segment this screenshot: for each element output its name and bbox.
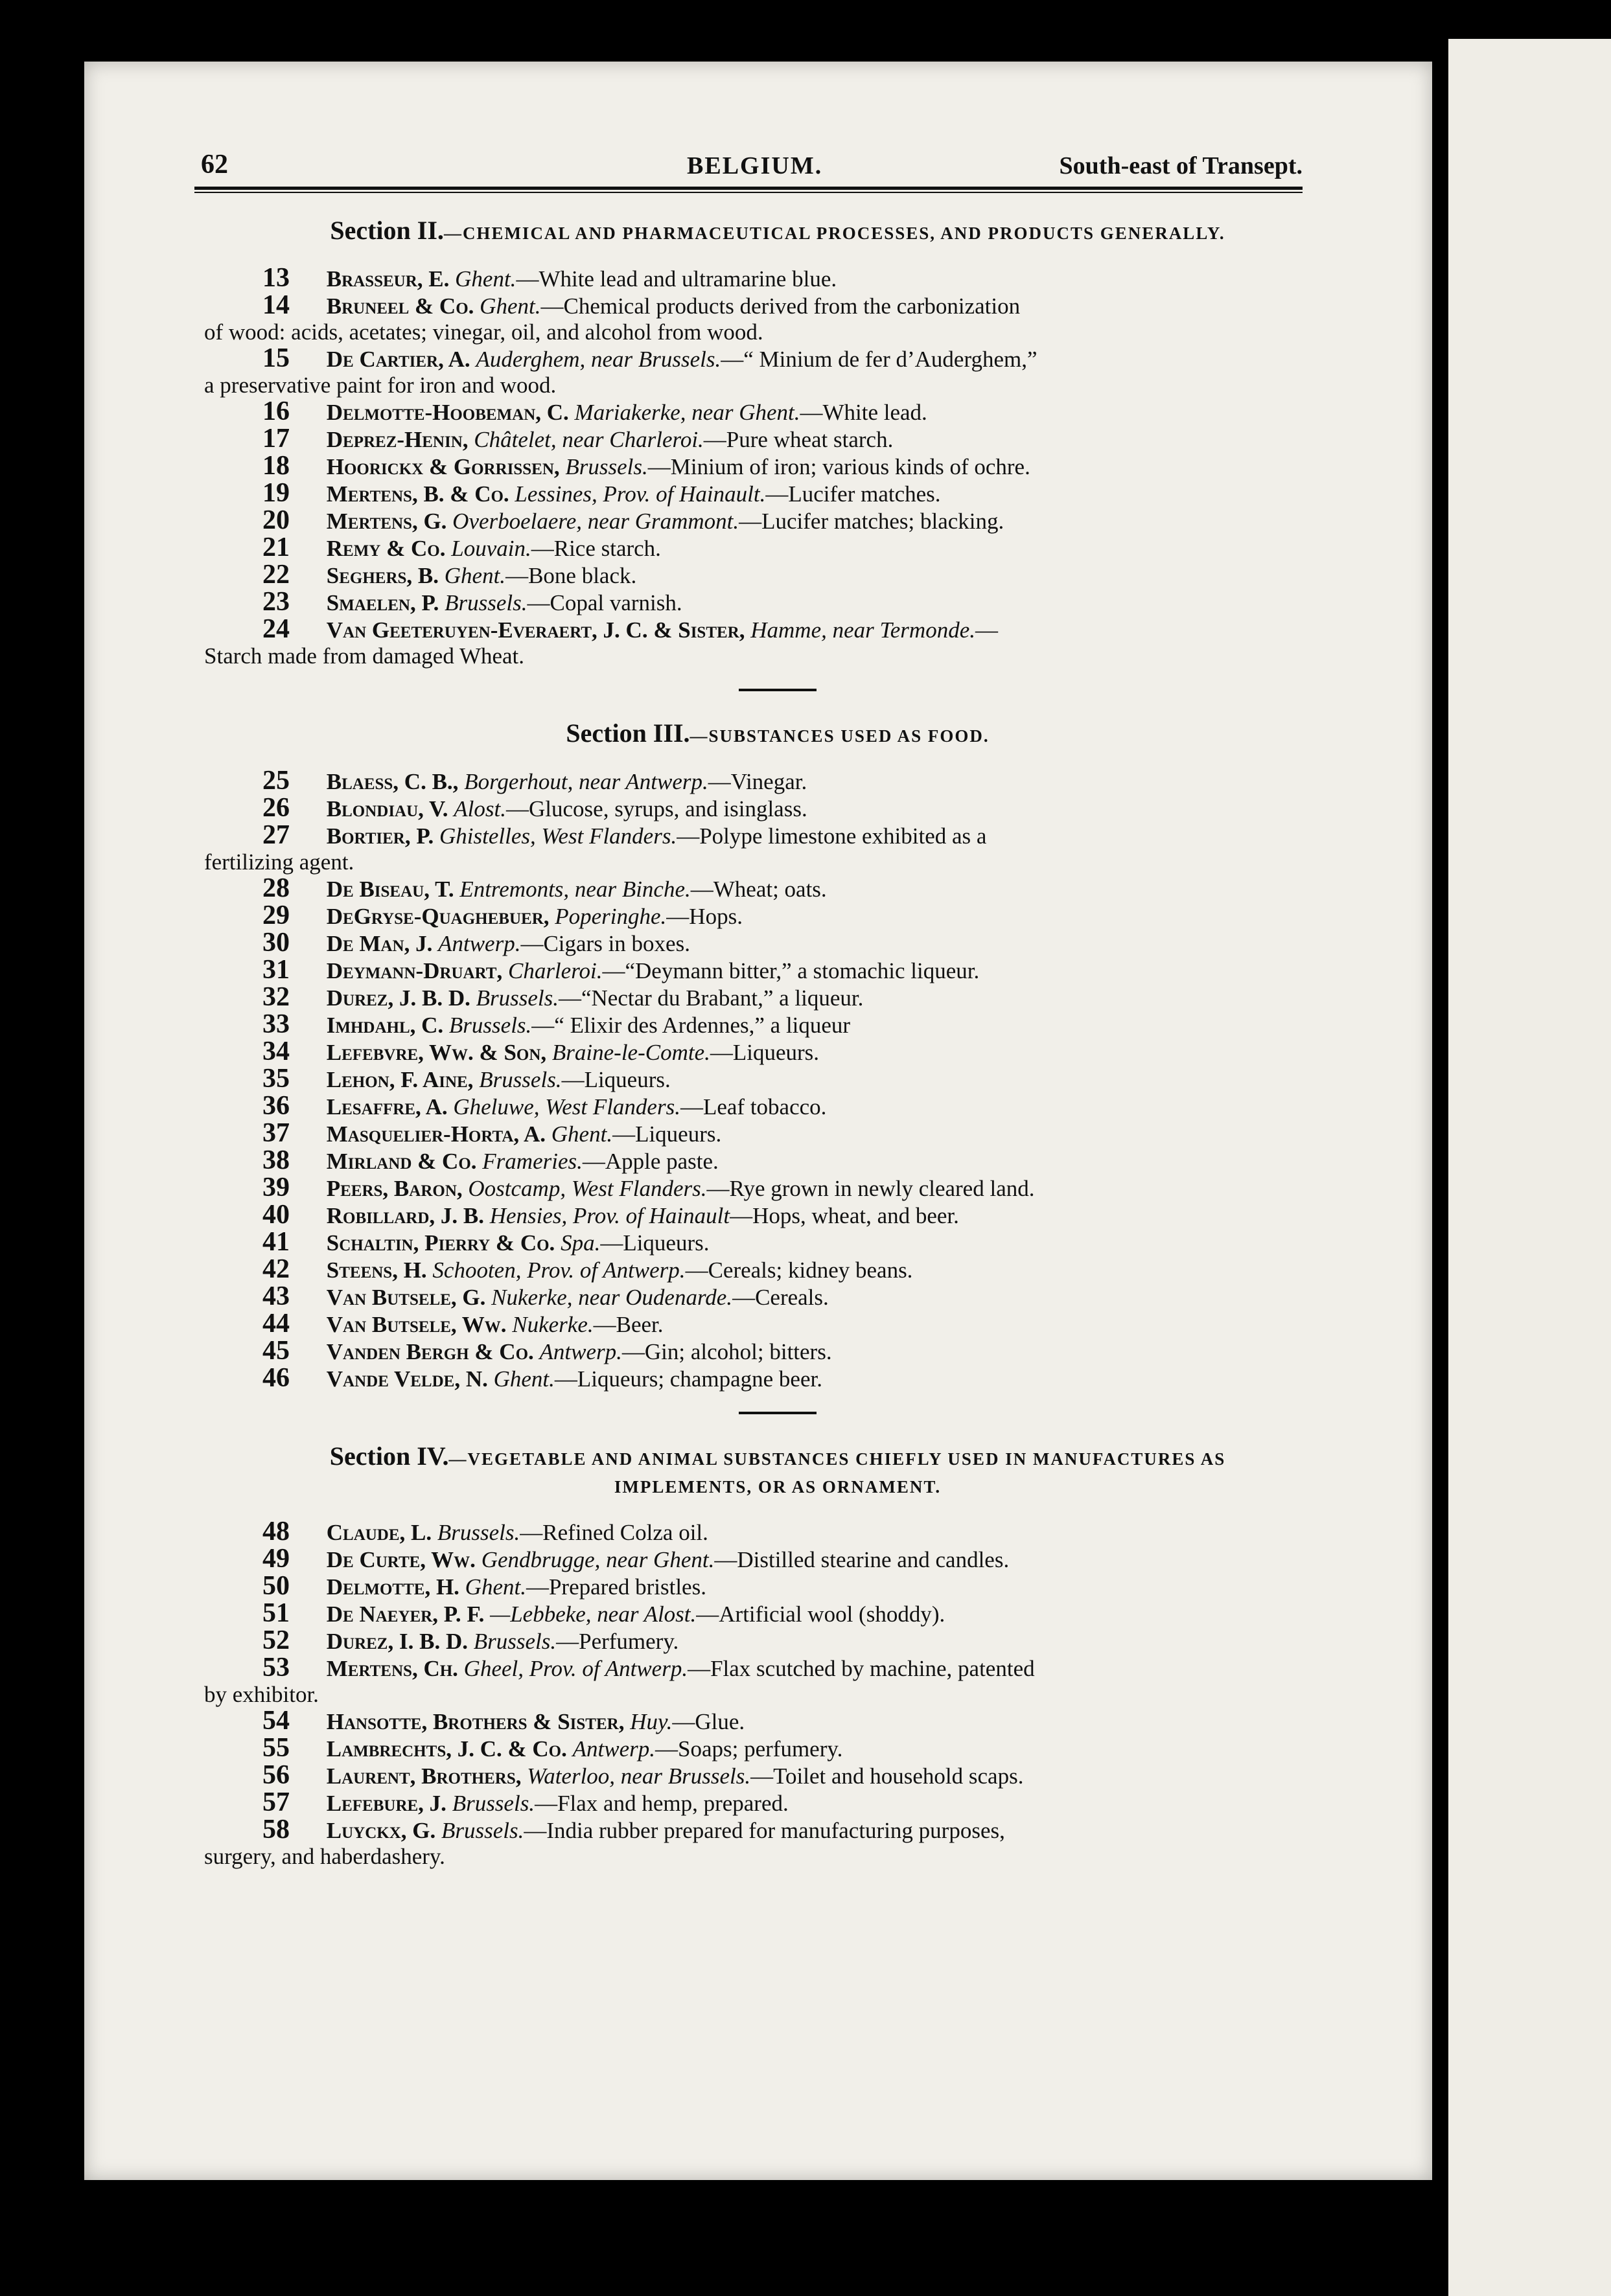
exhibit-number: 56 [262, 1760, 290, 1790]
exhibitor-entry [262, 1311, 1293, 1338]
exhibitor-entry [262, 534, 1293, 562]
exhibitor-entry [262, 1283, 1293, 1311]
exhibitor-place: Ghent. [444, 563, 506, 588]
exhibitor-entry [204, 343, 1293, 398]
exhibit-description: —Distilled stearine and candles. [714, 1547, 1010, 1572]
exhibitor-entry [204, 614, 1293, 669]
exhibitor-entry [262, 1039, 1293, 1066]
exhibit-number: 54 [262, 1706, 290, 1736]
exhibit-number: 49 [262, 1544, 290, 1574]
exhibit-number: 14 [262, 290, 290, 320]
exhibit-number: 23 [262, 587, 290, 617]
exhibit-number: 31 [262, 955, 290, 985]
exhibitor-entry [262, 1600, 1293, 1627]
exhibitor-place: Brussels. [445, 590, 527, 615]
exhibitor-name: Lefebure, J. [326, 1791, 446, 1816]
exhibitor-place: Nukerke. [512, 1312, 594, 1337]
exhibitor-name: Lehon, F. Aine, [326, 1067, 474, 1092]
exhibitor-place: Hensies, Prov. of Hainault [489, 1203, 730, 1228]
exhibitor-place: Brussels. [565, 454, 648, 479]
exhibit-number: 44 [262, 1309, 290, 1338]
header-rule [194, 187, 1303, 193]
exhibitor-entry [262, 1338, 1293, 1365]
exhibit-number: 21 [262, 533, 290, 562]
exhibit-description: —Vinegar. [708, 769, 807, 794]
exhibitor-name: Mertens, Ch. [326, 1656, 458, 1681]
exhibitor-entry [262, 1256, 1293, 1283]
exhibitor-place: Mariakerke, near Ghent. [574, 400, 800, 425]
exhibit-number: 26 [262, 793, 290, 823]
section-separator [739, 689, 817, 691]
exhibit-description: —Toilet and household scaps. [750, 1763, 1024, 1789]
exhibitor-place: Overboelaere, near Grammont. [452, 509, 739, 534]
exhibitor-entry [262, 1202, 1293, 1229]
exhibitor-entry [262, 453, 1293, 480]
exhibitor-place: Gheluwe, West Flanders. [453, 1094, 680, 1119]
exhibitor-name: Masquelier-Horta, A. [326, 1121, 546, 1147]
exhibit-description: —Cigars in boxes. [520, 931, 690, 956]
exhibitor-place: Brussels. [476, 985, 559, 1011]
exhibitor-name: Blaess, C. B., [326, 769, 459, 794]
spacer [262, 1500, 1293, 1519]
exhibitor-entry [262, 480, 1293, 507]
exhibitor-name: Delmotte, H. [326, 1574, 459, 1600]
exhibitor-entry [262, 1735, 1293, 1762]
section-heading [262, 1443, 1293, 1500]
exhibitor-place: Ghent. [493, 1366, 555, 1392]
exhibit-description: —Wheat; oats. [690, 877, 827, 902]
entry-continuation: fertilizing agent. [204, 849, 354, 875]
exhibitor-place: Huy. [630, 1709, 673, 1734]
exhibitor-place: Schooten, Prov. of Antwerp. [432, 1257, 686, 1283]
entry-continuation: surgery, and haberdashery. [204, 1844, 445, 1869]
exhibit-description: —Cereals; kidney beans. [685, 1257, 913, 1283]
exhibitor-entry [262, 1789, 1293, 1817]
exhibitor-entry [262, 1093, 1293, 1120]
exhibitor-name: Imhdahl, C. [326, 1013, 444, 1038]
entry-continuation: Starch made from damaged Wheat. [204, 643, 525, 669]
exhibit-number: 19 [262, 478, 290, 508]
exhibitor-name: Claude, L. [326, 1520, 432, 1545]
exhibit-number: 22 [262, 560, 290, 590]
exhibit-description: —Soaps; perfumery. [655, 1736, 843, 1762]
exhibitor-place: Borgerhout, near Antwerp. [464, 769, 708, 794]
exhibit-description: —“Nectar du Brabant,” a liqueur. [558, 985, 864, 1011]
exhibit-description: —“ Minium de fer d’Auderghem,” [721, 347, 1037, 372]
section-separator [739, 1412, 817, 1414]
exhibitor-name: Lefebvre, Ww. & Son, [326, 1040, 547, 1065]
exhibit-number: 42 [262, 1254, 290, 1284]
exhibitor-entry [262, 957, 1293, 984]
exhibitor-entry [262, 1627, 1293, 1655]
exhibitor-name: Vanden Bergh & Co. [326, 1339, 534, 1364]
exhibit-description: —Glue. [672, 1709, 745, 1734]
entry-continuation: a preservative paint for iron and wood. [204, 373, 557, 398]
exhibit-description: —Minium of iron; various kinds of ochre. [647, 454, 1030, 479]
exhibit-number: 34 [262, 1037, 290, 1066]
exhibitor-entry [204, 290, 1293, 345]
exhibitor-name: De Biseau, T. [326, 877, 454, 902]
exhibitor-name: Deymann-Druart, [326, 958, 503, 983]
section-heading [262, 217, 1293, 247]
exhibit-number: 36 [262, 1091, 290, 1121]
exhibitor-entry [262, 1011, 1293, 1039]
exhibit-description: —Gin; alcohol; bitters. [621, 1339, 832, 1364]
exhibit-number: 39 [262, 1173, 290, 1202]
exhibit-number: 30 [262, 928, 290, 958]
section-number: Section II. [330, 216, 444, 245]
exhibit-number: 20 [262, 505, 290, 535]
exhibitor-place: Poperinghe. [555, 904, 667, 929]
exhibitor-place: Gendbrugge, near Ghent. [481, 1547, 715, 1572]
exhibitor-entry [262, 875, 1293, 902]
exhibit-number: 43 [262, 1281, 290, 1311]
running-header [201, 149, 1303, 188]
exhibit-number: 25 [262, 766, 290, 796]
exhibit-number: 55 [262, 1733, 290, 1763]
exhibitor-name: Bruneel & Co. [326, 293, 474, 319]
page-gutter [1432, 0, 1448, 2296]
exhibitor-place: Louvain. [451, 536, 531, 561]
exhibitor-place: Brussels. [452, 1791, 535, 1816]
exhibit-description: —Rice starch. [531, 536, 661, 561]
location-heading: South-east of Transept. [1059, 152, 1303, 179]
exhibitor-name: Remy & Co. [326, 536, 446, 561]
entry-continuation: of wood: acids, acetates; vinegar, oil, and alcohol from wood. [204, 319, 763, 345]
exhibit-description: —Flax and hemp, prepared. [535, 1791, 789, 1816]
exhibitor-name: De Cartier, A. [326, 347, 470, 372]
exhibitor-entry [204, 1653, 1293, 1708]
exhibitor-entry [262, 426, 1293, 453]
exhibit-description: —India rubber prepared for manufacturing purposes, [524, 1818, 1005, 1843]
exhibitor-name: Laurent, Brothers, [326, 1763, 522, 1789]
exhibit-number: 28 [262, 873, 290, 903]
exhibit-description: —Hops. [666, 904, 743, 929]
exhibitor-place: Ghent. [551, 1121, 613, 1147]
section-title: —VEGETABLE AND ANIMAL SUBSTANCES CHIEFLY USED IN MANUFACTURES AS IMPLEMENTS, OR AS ORNAMENT. [448, 1449, 1226, 1497]
exhibit-number: 38 [262, 1145, 290, 1175]
exhibit-number: 13 [262, 263, 290, 293]
exhibit-number: 27 [262, 820, 290, 850]
exhibitor-place: Antwerp. [438, 931, 521, 956]
exhibit-number: 53 [262, 1653, 290, 1682]
exhibit-description: — [975, 617, 998, 643]
exhibitor-name: Robillard, J. B. [326, 1203, 484, 1228]
spacer [262, 247, 1293, 265]
exhibit-number: 37 [262, 1118, 290, 1148]
exhibitor-entry [204, 820, 1293, 875]
exhibitor-place: Brussels. [479, 1067, 562, 1092]
exhibitor-entry [262, 930, 1293, 957]
exhibitor-entry [262, 902, 1293, 930]
exhibit-number: 48 [262, 1517, 290, 1546]
exhibit-number: 33 [262, 1009, 290, 1039]
exhibitor-place: Gheel, Prov. of Antwerp. [463, 1656, 688, 1681]
exhibit-description: —Flax scutched by machine, patented [688, 1656, 1035, 1681]
exhibitor-name: De Curte, Ww. [326, 1547, 476, 1572]
exhibit-description: —“Deymann bitter,” a stomachic liqueur. [602, 958, 980, 983]
section-number: Section IV. [329, 1441, 449, 1471]
exhibitor-name: Smaelen, P. [326, 590, 439, 615]
exhibitor-place: Charleroi. [507, 958, 603, 983]
exhibitor-place: Ghistelles, West Flanders. [439, 823, 677, 849]
exhibitor-name: Vande Velde, N. [326, 1366, 488, 1392]
exhibitor-place: Brussels. [437, 1520, 520, 1545]
exhibit-description: —Hops, wheat, and beer. [730, 1203, 959, 1228]
exhibit-number: 40 [262, 1200, 290, 1230]
exhibitor-entry [262, 398, 1293, 426]
exhibit-number: 52 [262, 1625, 290, 1655]
exhibitor-place: Alost. [454, 796, 506, 821]
exhibitor-entry [262, 984, 1293, 1011]
exhibitor-name: Lambrechts, J. C. & Co. [326, 1736, 567, 1762]
exhibitor-entry [262, 1175, 1293, 1202]
exhibit-number: 41 [262, 1227, 290, 1257]
exhibitor-name: Durez, J. B. D. [326, 985, 470, 1011]
exhibitor-name: Peers, Baron, [326, 1176, 463, 1201]
exhibitor-name: Van Geeteruyen-Everaert, J. C. & Sister, [326, 617, 745, 643]
exhibit-description: —Chemical products derived from the carbonization [540, 293, 1021, 319]
spacer [262, 750, 1293, 768]
exhibitor-name: Bortier, P. [326, 823, 434, 849]
exhibit-number: 45 [262, 1336, 290, 1366]
exhibitor-entry [262, 265, 1293, 292]
exhibitor-place: Ghent. [455, 266, 516, 292]
exhibitor-name: Luyckx, G. [326, 1818, 436, 1843]
entry-continuation: by exhibitor. [204, 1682, 319, 1707]
exhibit-number: 35 [262, 1064, 290, 1094]
exhibit-description: —Prepared bristles. [526, 1574, 706, 1600]
page-number: 62 [201, 150, 228, 179]
exhibit-number: 50 [262, 1571, 290, 1601]
exhibit-number: 29 [262, 901, 290, 930]
exhibitor-entry [262, 507, 1293, 534]
exhibitor-place: Brussels. [473, 1629, 557, 1654]
exhibit-number: 32 [262, 982, 290, 1012]
exhibitor-entry [262, 1519, 1293, 1546]
exhibit-number: 46 [262, 1363, 290, 1393]
exhibitor-name: Blondiau, V. [326, 796, 448, 821]
exhibit-description: —Liqueurs. [612, 1121, 722, 1147]
exhibit-description: —Apple paste. [582, 1149, 719, 1174]
exhibitor-entry [262, 562, 1293, 589]
exhibit-description: —Glucose, syrups, and isinglass. [506, 796, 807, 821]
exhibitor-place: Auderghem, near Brussels. [476, 347, 721, 372]
exhibit-description: —Liqueurs. [710, 1040, 820, 1065]
exhibit-description: —Polype limestone exhibited as a [677, 823, 987, 849]
section-title: —CHEMICAL AND PHARMACEUTICAL PROCESSES, AND PRODUCTS GENERALLY. [443, 224, 1225, 243]
exhibit-number: 57 [262, 1787, 290, 1817]
country-heading: BELGIUM. [687, 152, 823, 179]
exhibit-number: 51 [262, 1598, 290, 1628]
section-number: Section III. [566, 718, 690, 748]
exhibitor-place: Antwerp. [539, 1339, 622, 1364]
exhibitor-entry [262, 1708, 1293, 1735]
exhibitor-name: Seghers, B. [326, 563, 439, 588]
exhibit-number: 24 [262, 614, 290, 644]
catalogue-body [204, 216, 1293, 1870]
exhibit-number: 16 [262, 396, 290, 426]
exhibit-description: —Cereals. [732, 1285, 829, 1310]
exhibitor-entry [262, 768, 1293, 795]
exhibit-description: —Perfumery. [556, 1629, 679, 1654]
exhibitor-name: DeGryse-Quaghebuer, [326, 904, 550, 929]
section-heading [262, 720, 1293, 750]
exhibitor-place: Oostcamp, West Flanders. [468, 1176, 707, 1201]
exhibit-number: 58 [262, 1815, 290, 1844]
exhibitor-entry [262, 1546, 1293, 1573]
exhibitor-name: Mirland & Co. [326, 1149, 477, 1174]
exhibitor-name: Deprez-Henin, [326, 427, 469, 452]
exhibit-description: —Bone black. [505, 563, 637, 588]
exhibitor-place: Châtelet, near Charleroi. [474, 427, 704, 452]
exhibit-description: —Lucifer matches; blacking. [739, 509, 1004, 534]
exhibitor-name: Mertens, G. [326, 509, 447, 534]
exhibitor-name: Steens, H. [326, 1257, 427, 1283]
exhibitor-place: Entremonts, near Binche. [459, 877, 691, 902]
exhibit-description: —Lucifer matches. [765, 481, 941, 507]
exhibit-number: 15 [262, 343, 290, 373]
exhibitor-place: Ghent. [465, 1574, 526, 1600]
exhibitor-name: Hoorickx & Gorrissen, [326, 454, 560, 479]
exhibitor-name: Hansotte, Brothers & Sister, [326, 1709, 625, 1734]
exhibit-description: —Artificial wool (shoddy). [696, 1601, 945, 1627]
exhibitor-name: Van Butsele, Ww. [326, 1312, 507, 1337]
exhibit-description: —White lead and ultramarine blue. [516, 266, 837, 292]
exhibitor-entry [262, 1762, 1293, 1789]
exhibit-description: —“ Elixir des Ardennes,” a liqueur [531, 1013, 851, 1038]
exhibit-description: —Beer. [593, 1312, 664, 1337]
exhibitor-place: Brussels. [448, 1013, 532, 1038]
exhibitor-place: Braine-le-Comte. [551, 1040, 710, 1065]
exhibitor-place: —Lebbeke, near Alost. [490, 1601, 697, 1627]
exhibit-description: —Copal varnish. [527, 590, 682, 615]
section-title: —SUBSTANCES USED AS FOOD. [690, 726, 990, 746]
exhibitor-name: De Man, J. [326, 931, 433, 956]
exhibitor-name: Mertens, B. & Co. [326, 481, 509, 507]
exhibit-description: —Pure wheat starch. [703, 427, 894, 452]
exhibitor-name: De Naeyer, P. F. [326, 1601, 485, 1627]
exhibit-description: —Liqueurs. [600, 1230, 710, 1256]
exhibitor-entry [262, 1229, 1293, 1256]
exhibitor-name: Brasseur, E. [326, 266, 450, 292]
exhibitor-entry [204, 1815, 1293, 1870]
exhibitor-place: Antwerp. [572, 1736, 655, 1762]
exhibitor-entry [262, 1365, 1293, 1392]
exhibitor-entry [262, 1066, 1293, 1093]
exhibitor-place: Waterloo, near Brussels. [527, 1763, 751, 1789]
exhibit-description: —Leaf tobacco. [680, 1094, 827, 1119]
exhibit-description: —Rye grown in newly cleared land. [706, 1176, 1035, 1201]
exhibitor-entry [262, 795, 1293, 822]
exhibitor-name: Durez, I. B. D. [326, 1629, 468, 1654]
facing-page-edge [1448, 39, 1611, 2296]
exhibitor-place: Nukerke, near Oudenarde. [491, 1285, 733, 1310]
exhibitor-name: Van Butsele, G. [326, 1285, 486, 1310]
exhibitor-entry [262, 589, 1293, 616]
exhibit-description: —White lead. [800, 400, 927, 425]
exhibit-description: —Liqueurs. [561, 1067, 671, 1092]
exhibitor-entry [262, 1573, 1293, 1600]
exhibitor-name: Schaltin, Pierry & Co. [326, 1230, 555, 1256]
exhibitor-place: Spa. [561, 1230, 601, 1256]
exhibitor-place: Lessines, Prov. of Hainault. [515, 481, 766, 507]
exhibitor-name: Delmotte-Hoobeman, C. [326, 400, 569, 425]
exhibitor-place: Brussels. [441, 1818, 524, 1843]
exhibit-number: 18 [262, 451, 290, 481]
exhibit-number: 17 [262, 424, 290, 453]
exhibit-description: —Liqueurs; champagne beer. [554, 1366, 822, 1392]
exhibitor-place: Hamme, near Termonde. [750, 617, 975, 643]
exhibit-description: —Refined Colza oil. [520, 1520, 708, 1545]
exhibitor-name: Lesaffre, A. [326, 1094, 448, 1119]
exhibitor-place: Ghent. [480, 293, 541, 319]
exhibitor-entry [262, 1147, 1293, 1175]
exhibitor-entry [262, 1120, 1293, 1147]
exhibitor-place: Frameries. [482, 1149, 583, 1174]
